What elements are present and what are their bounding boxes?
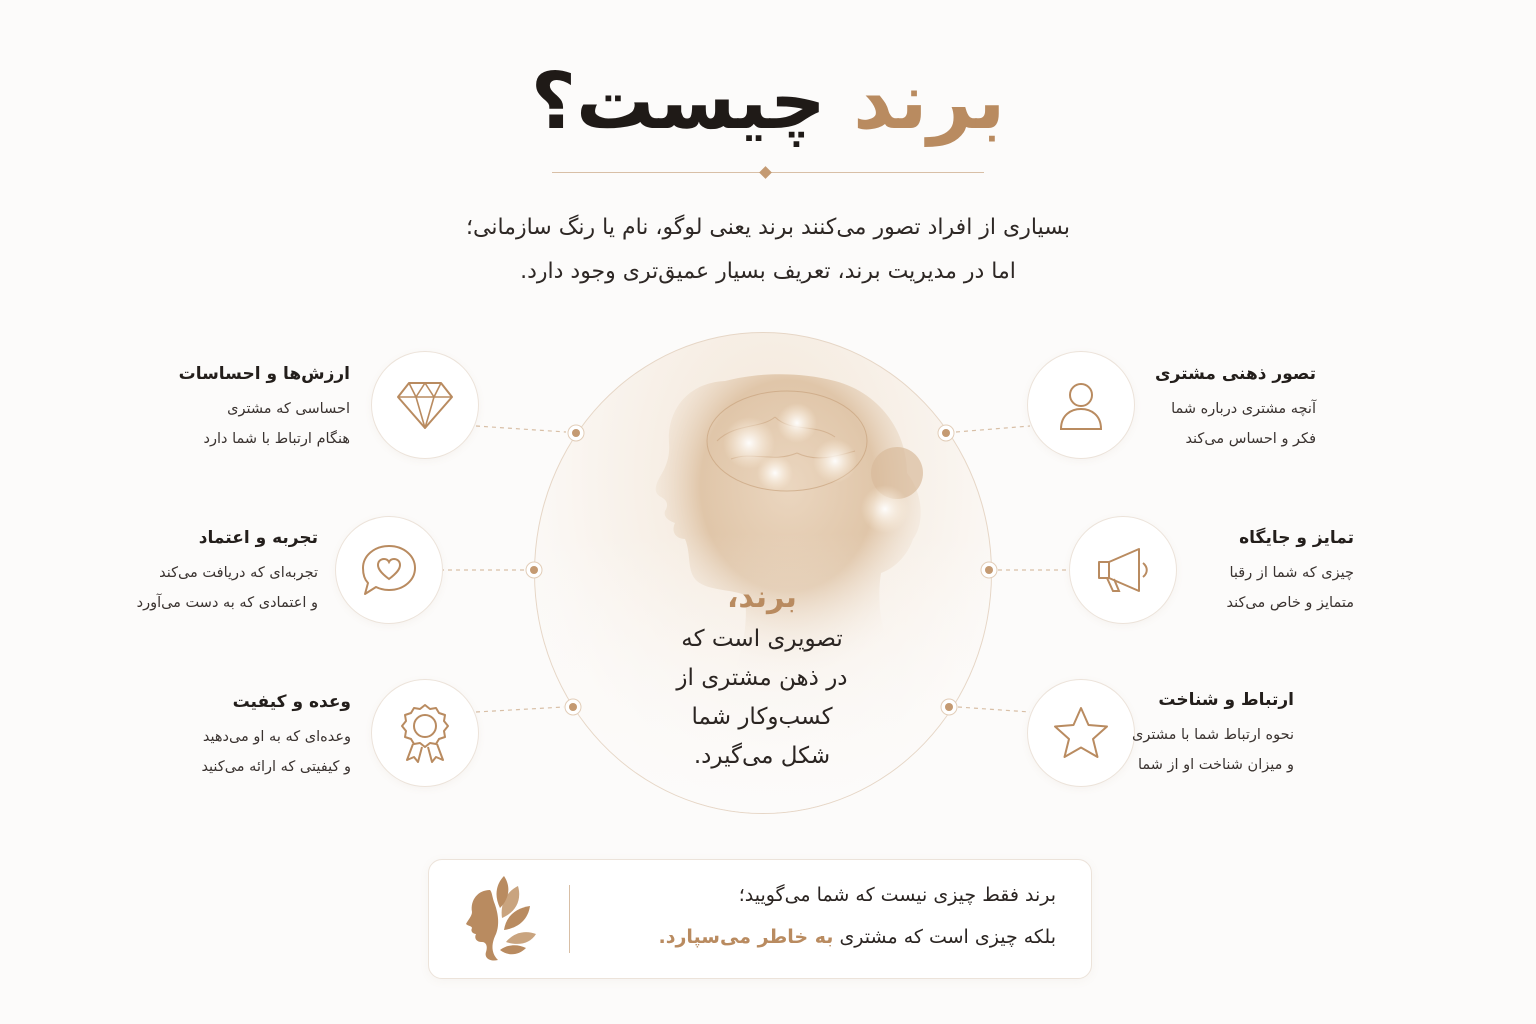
megaphone-icon: [1093, 545, 1153, 595]
item-values: [176, 360, 350, 454]
user-icon: [1057, 379, 1105, 431]
footer-line-2-start: بلکه چیزی است که مشتری: [839, 926, 1056, 948]
center-line-3: کسب‌وکار شما: [691, 704, 833, 730]
star-icon: [1052, 705, 1110, 761]
item-desc-line-2: فکر و احساس می‌کند: [1185, 431, 1316, 447]
center-line-1: تصویری است که: [681, 626, 843, 652]
item-desc-line-1: وعده‌ای که به او می‌دهید: [202, 729, 351, 745]
diamond-icon: [395, 379, 455, 431]
title-accent-word: برند: [853, 57, 1006, 147]
item-desc-line-1: چیزی که شما از رقبا: [1229, 565, 1354, 581]
item-customer-perception: [1155, 360, 1316, 454]
item-description: [1132, 720, 1294, 780]
intro-line-1: بسیاری از افراد تصور می‌کنند برند یعنی لوگو، نام یا رنگ سازمانی؛: [466, 215, 1070, 240]
item-differentiation: [1227, 524, 1354, 618]
item-title: ارتباط و شناخت: [1158, 690, 1294, 710]
item-title: تصور ذهنی مشتری: [1155, 364, 1316, 384]
item-description: [1155, 394, 1316, 454]
item-desc-line-2: و کیفیتی که ارائه می‌کنید: [201, 759, 351, 775]
center-line-4: شکل می‌گیرد.: [693, 743, 831, 769]
item-description: [1227, 558, 1354, 618]
item-desc-line-1: تجربه‌ای که دریافت می‌کند: [159, 565, 318, 581]
item-desc-line-2: و اعتمادی که به دست می‌آورد: [136, 595, 318, 611]
item-desc-line-1: نحوه ارتباط شما با مشتری: [1131, 727, 1294, 743]
title-question: چیست؟: [530, 57, 826, 147]
award-ribbon-icon: [399, 702, 451, 764]
item-title: ارزش‌ها و احساسات: [178, 364, 350, 384]
footer-line-2: [600, 916, 1056, 958]
item-desc-line-2: متمایز و خاص می‌کند: [1226, 595, 1354, 611]
item-promise: [165, 688, 351, 782]
item-title: وعده و کیفیت: [232, 692, 351, 712]
item-title: تجربه و اعتماد: [198, 528, 318, 548]
megaphone-icon-circle: [1069, 516, 1177, 624]
woman-leaves-logo: [460, 872, 540, 964]
user-icon-circle: [1027, 351, 1135, 459]
footer-highlight: به خاطر می‌سپارد.: [658, 926, 834, 948]
item-desc-line-2: هنگام ارتباط با شما دارد: [203, 431, 350, 447]
footer-divider: [569, 885, 570, 953]
footer-quote: [600, 874, 1056, 958]
intro-line-2: اما در مدیریت برند، تعریف بسیار عمیق‌تری وجود دارد.: [520, 259, 1016, 284]
center-line-2: در ذهن مشتری از: [676, 665, 848, 691]
item-desc-line-2: و میزان شناخت او از شما: [1137, 757, 1294, 773]
diamond-icon-circle: [371, 351, 479, 459]
item-description: [176, 394, 350, 454]
heart-chat-icon-circle: [335, 516, 443, 624]
item-description: [108, 558, 318, 618]
center-title: برند،: [727, 580, 797, 615]
item-desc-line-1: احساسی که مشتری: [227, 401, 350, 417]
item-description: [165, 722, 351, 782]
award-icon-circle: [371, 679, 479, 787]
footer-line-1: برند فقط چیزی نیست که شما می‌گویید؛: [738, 884, 1056, 906]
heart-chat-icon: [359, 542, 419, 598]
connector-dots: [526, 425, 997, 715]
item-desc-line-1: آنچه مشتری درباره شما: [1171, 401, 1316, 417]
item-experience: [108, 524, 318, 618]
item-title: تمایز و جایگاه: [1239, 528, 1354, 548]
star-icon-circle: [1027, 679, 1135, 787]
item-connection: [1132, 686, 1294, 780]
